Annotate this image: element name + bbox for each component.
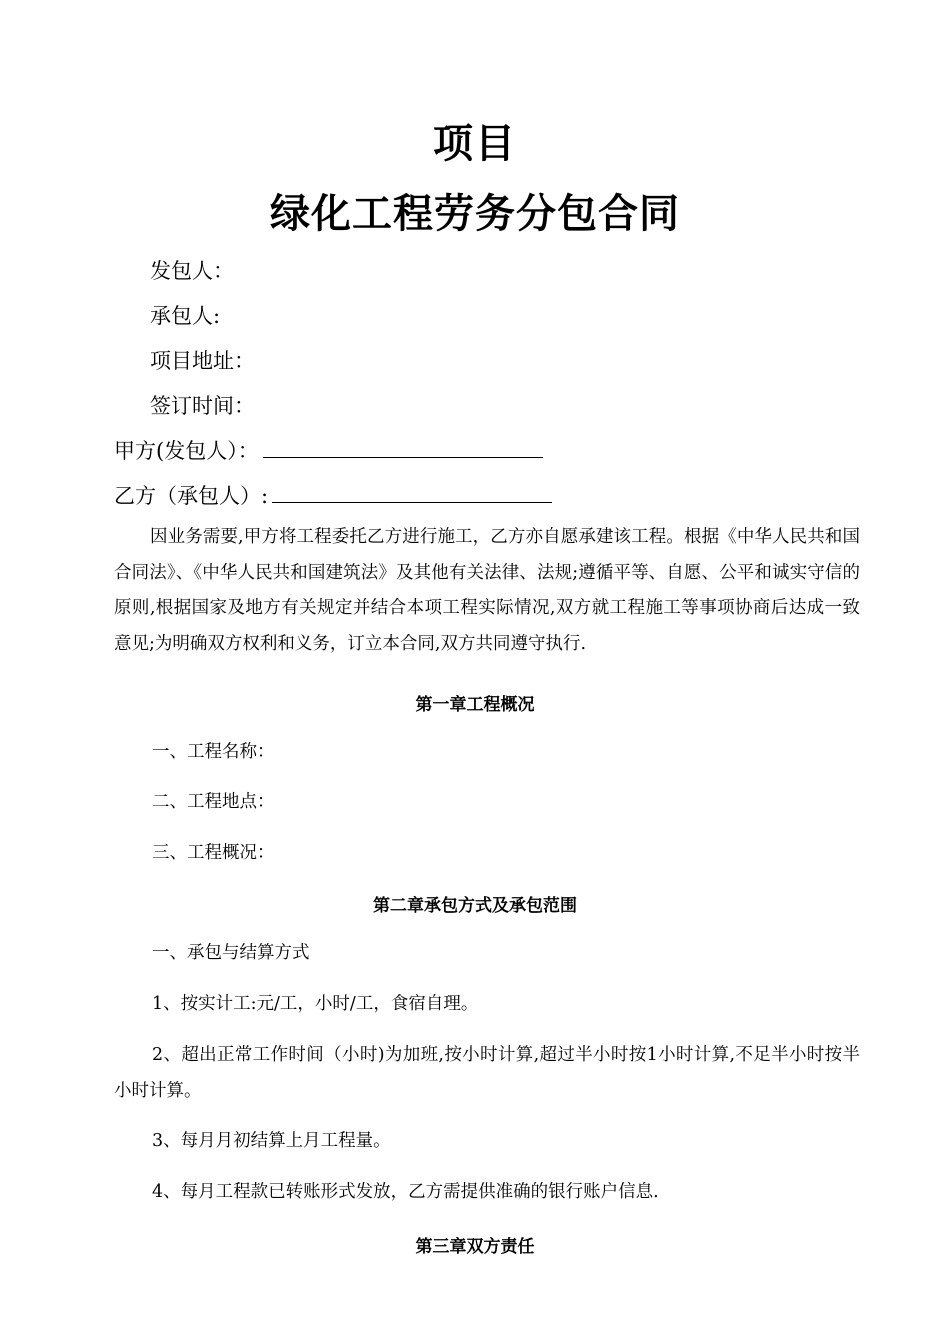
party-b-label: 乙方（承包人）: xyxy=(114,484,269,508)
party-a-blank xyxy=(263,437,543,458)
party-a-label: 甲方(发包人）： xyxy=(114,439,259,463)
chapter-2-item: 1、按实计工:元/工，小时/工，食宿自理。 xyxy=(152,994,479,1014)
chapter-1-item: 一、工程名称： xyxy=(152,742,275,762)
issuer-label: 发包人： xyxy=(150,259,234,283)
contractor-label: 承包人: xyxy=(150,304,221,328)
preamble-paragraph: 因业务需要,甲方将工程委托乙方进行施工，乙方亦自愿承建该工程。根据《中华人民共和国合同法》、《中华人民共和国建筑法》及其他有关法律、法规;遵循平等、自愿、公平和诚实守信的原则,根据国家及地方有关规定并结合本项工程实际情况,双方就工程施工等事项协商后达成一致意见;为明确双方权利和义务，订立本合同,双方共同遵守执行. xyxy=(114,527,860,654)
party-b-line xyxy=(114,481,552,511)
chapter-1-item: 二、工程地点： xyxy=(152,792,275,812)
chapter-1-heading: 第一章工程概况 xyxy=(415,695,535,715)
address-label: 项目地址： xyxy=(150,349,255,373)
title-line-2: 绿化工程劳务分包合同 xyxy=(270,191,680,237)
chapter-3-heading: 第三章双方责任 xyxy=(415,1237,535,1257)
date-label: 签订时间： xyxy=(150,394,255,418)
chapter-1-item: 三、工程概况： xyxy=(152,843,275,863)
chapter-2-item: 2、超出正常工作时间（小时)为加班,按小时计算,超过半小时按1小时计算,不足半小时按半小时计算。 xyxy=(114,1045,860,1101)
chapter-2-subheading: 一、承包与结算方式 xyxy=(152,943,310,963)
chapter-2-heading: 第二章承包方式及承包范围 xyxy=(373,896,577,916)
chapter-2-item: 4、每月工程款已转账形式发放，乙方需提供准确的银行账户信息. xyxy=(152,1182,659,1202)
chapter-2-item: 3、每月月初结算上月工程量。 xyxy=(152,1131,391,1151)
title-line-1: 项目 xyxy=(433,121,517,167)
party-a-line xyxy=(114,436,543,466)
party-b-blank xyxy=(272,482,552,503)
